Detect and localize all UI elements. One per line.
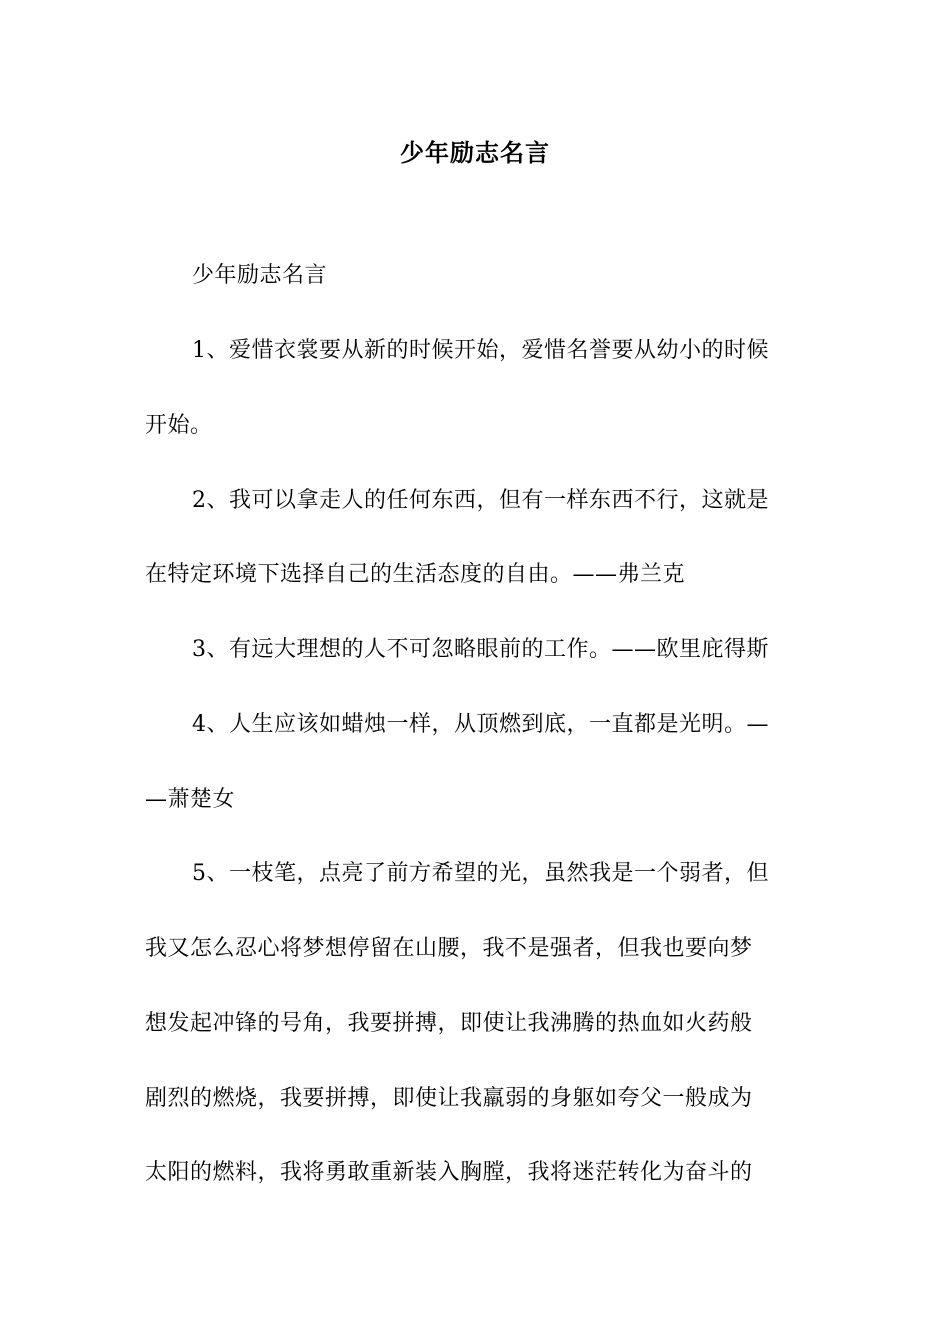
- quote-3-line-1: 3、有远大理想的人不可忽略眼前的工作。——欧里庇得斯: [192, 637, 769, 662]
- quote-5-line-3: 想发起冲锋的号角，我要拼搏，即使让我沸腾的热血如火药般: [145, 1011, 753, 1036]
- quote-2-line-1: 2、我可以拿走人的任何东西，但有一样东西不行，这就是: [192, 488, 769, 513]
- quote-4-line-2: —萧楚女: [145, 787, 236, 812]
- quote-2-line-2: 在特定环境下选择自己的生活态度的自由。——弗兰克: [145, 562, 686, 587]
- subtitle-line: 少年励志名言: [192, 263, 328, 288]
- quote-4-line-1: 4、人生应该如蜡烛一样，从顶燃到底，一直都是光明。—: [192, 712, 769, 737]
- quote-1-line-2: 开始。: [145, 413, 213, 438]
- quote-5-line-2: 我又怎么忍心将梦想停留在山腰，我不是强者，但我也要向梦: [145, 936, 753, 961]
- quote-1-line-1: 1、爱惜衣裳要从新的时候开始，爱惜名誉要从幼小的时候: [192, 338, 769, 363]
- quote-5-line-5: 太阳的燃料，我将勇敢重新装入胸膛，我将迷茫转化为奋斗的: [145, 1160, 753, 1185]
- quote-5-line-1: 5、一枝笔，点亮了前方希望的光，虽然我是一个弱者，但: [192, 861, 769, 886]
- document-title: 少年励志名言: [400, 138, 550, 167]
- quote-5-line-4: 剧烈的燃烧，我要拼搏，即使让我羸弱的身躯如夸父一般成为: [145, 1086, 753, 1111]
